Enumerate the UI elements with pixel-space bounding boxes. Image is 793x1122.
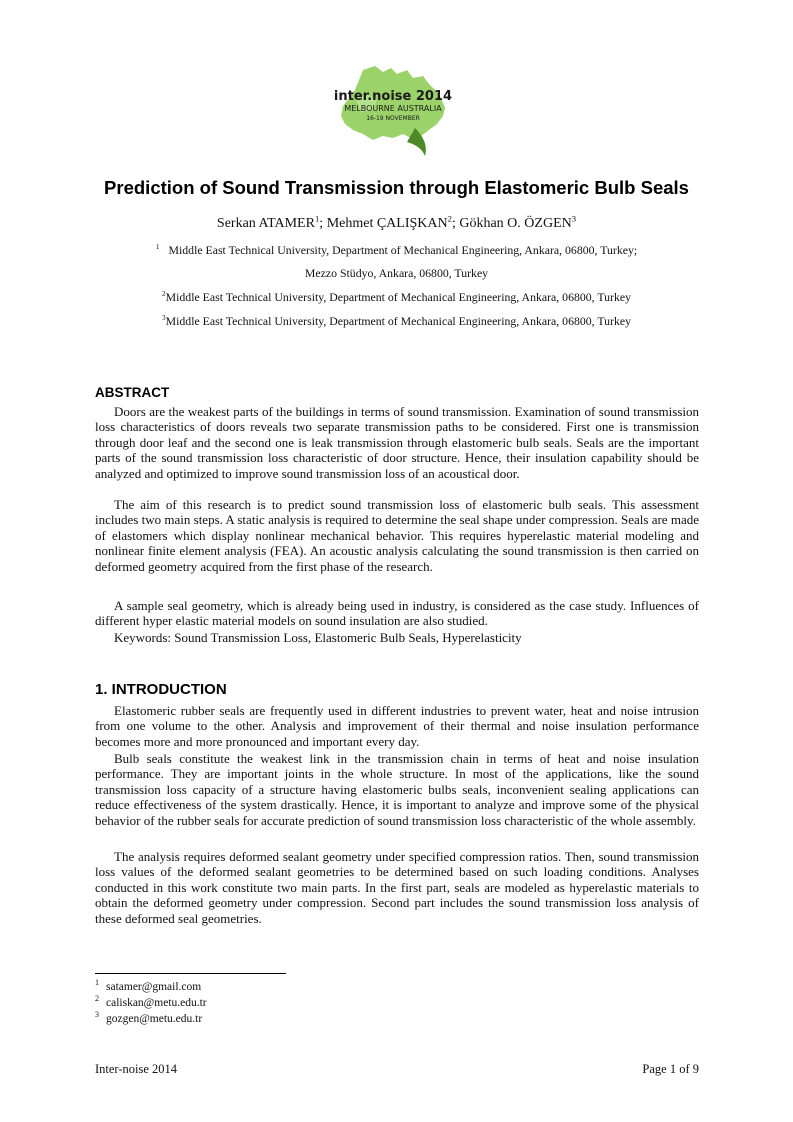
- footnote-mark: 1: [95, 978, 99, 988]
- author-mark: 2: [447, 213, 452, 224]
- intro-paragraph: Bulb seals constitute the weakest link in the transmission chain in terms of heat and noise insulation performance. They are important joints in the whole structure. In most of the applications, like the sound transmission loss capacity of a structure having elastomeric bulbs seals, inconvenient sealing applications can reduce effectiveness of the system drastically. Hence, it is important to analyze and improve some of the physical behavior of the rubber seals for accurate prediction of sound transmission loss characteristic of the whole assembly.: [95, 751, 699, 828]
- affiliation-text: Middle East Technical University, Department of Mechanical Engineering, Ankara, 06800, Turkey: [165, 314, 632, 328]
- keywords: Keywords: Sound Transmission Loss, Elastomeric Bulb Seals, Hyperelasticity: [114, 630, 522, 645]
- affiliation: [0, 266, 793, 281]
- footnote-mark: 3: [95, 1010, 99, 1020]
- intro-paragraph: The analysis requires deformed sealant geometry under specified compression ratios. Then, sound transmission loss values of the deformed sealant geometries to be determined based on such loading conditions. Analyses conducted in this work constitute two main parts. In the first part, seals are modeled as hyperelastic materials to obtain the deformed geometry under compression. Second part includes the sound transmission loss analysis of these deformed seal geometries.: [95, 849, 699, 926]
- paper-title: Prediction of Sound Transmission through Elastomeric Bulb Seals: [104, 177, 689, 198]
- footnote: [95, 1010, 203, 1025]
- logo-location: MELBOURNE AUSTRALIA: [344, 104, 442, 113]
- footnote: [95, 994, 207, 1009]
- author-separator: ;: [319, 216, 327, 231]
- affiliation: [0, 290, 793, 305]
- footnote-email: satamer@gmail.com: [106, 981, 202, 993]
- affiliation: [0, 243, 793, 258]
- affiliation-text: Middle East Technical University, Department of Mechanical Engineering, Ankara, 06800, Turkey;: [168, 243, 638, 257]
- footnote: [95, 978, 202, 993]
- australia-map-icon: [333, 64, 453, 160]
- author-mark: 3: [571, 213, 577, 224]
- intro-paragraph: Elastomeric rubber seals are frequently used in different industries to prevent water, heat and noise intrusion from one volume to the other. Analysis and improvement of their thermal and noise insulation performance becomes more and more pronounced and important every day.: [95, 703, 699, 749]
- conference-logo: [333, 64, 453, 160]
- author-list: [0, 213, 793, 232]
- abstract-heading: ABSTRACT: [95, 385, 170, 400]
- affiliation-mark: 3: [161, 313, 166, 323]
- author-name: Mehmet ÇALIŞKAN: [326, 216, 448, 231]
- author-separator: ;: [451, 216, 460, 231]
- section-heading-introduction: 1. INTRODUCTION: [95, 681, 227, 698]
- logo-dates: 16-19 NOVEMBER: [366, 115, 420, 122]
- footer-page-number: Page 1 of 9: [642, 1062, 699, 1076]
- affiliation-mark: 1: [155, 242, 160, 252]
- affiliation: [0, 314, 793, 329]
- logo-title: inter.noise 2014: [333, 89, 453, 104]
- affiliation-text: Middle East Technical University, Department of Mechanical Engineering, Ankara, 06800, Turkey: [165, 290, 632, 304]
- abstract-paragraph: The aim of this research is to predict sound transmission loss of elastomeric bulb seals. This assessment includes two main steps. A static analysis is required to determine the seal shape under compression. Seals are made of elastomers which display nonlinear mechanical behavior. This requires hyperelastic material modeling and nonlinear finite element analysis (FEA). An acoustic analysis calculating the sound transmission is then carried on deformed geometry acquired from the first phase of the research.: [95, 497, 699, 574]
- footnote-email: caliskan@metu.edu.tr: [106, 997, 207, 1009]
- footnote-mark: 2: [95, 994, 99, 1004]
- footnote-email: gozgen@metu.edu.tr: [106, 1013, 203, 1025]
- affiliation-mark: 2: [161, 289, 166, 299]
- author-name: Gökhan O. ÖZGEN: [459, 216, 572, 231]
- affiliation-text: Mezzo Stüdyo, Ankara, 06800, Turkey: [304, 266, 489, 280]
- footer-conference: Inter-noise 2014: [95, 1062, 178, 1076]
- author-mark: 1: [314, 213, 320, 224]
- abstract-paragraph: A sample seal geometry, which is already being used in industry, is considered as the case study. Influences of different hyper elastic material models on sound insulation are also studied.: [95, 598, 699, 629]
- abstract-paragraph: Doors are the weakest parts of the buildings in terms of sound transmission. Examination of sound transmission loss characteristics of doors reveals two separate transmission paths to be considered. First one is transmission through door leaf and the second one is leak transmission through elastomeric bulb seals. Seals are the important parts of the sound transmission loss characteristic of door structure. Hence, their insulation capability should be analyzed and optimized to improve sound transmission loss of an acoustical door.: [95, 404, 699, 481]
- author-name: Serkan ATAMER: [216, 216, 315, 231]
- footnote-rule: [95, 973, 286, 974]
